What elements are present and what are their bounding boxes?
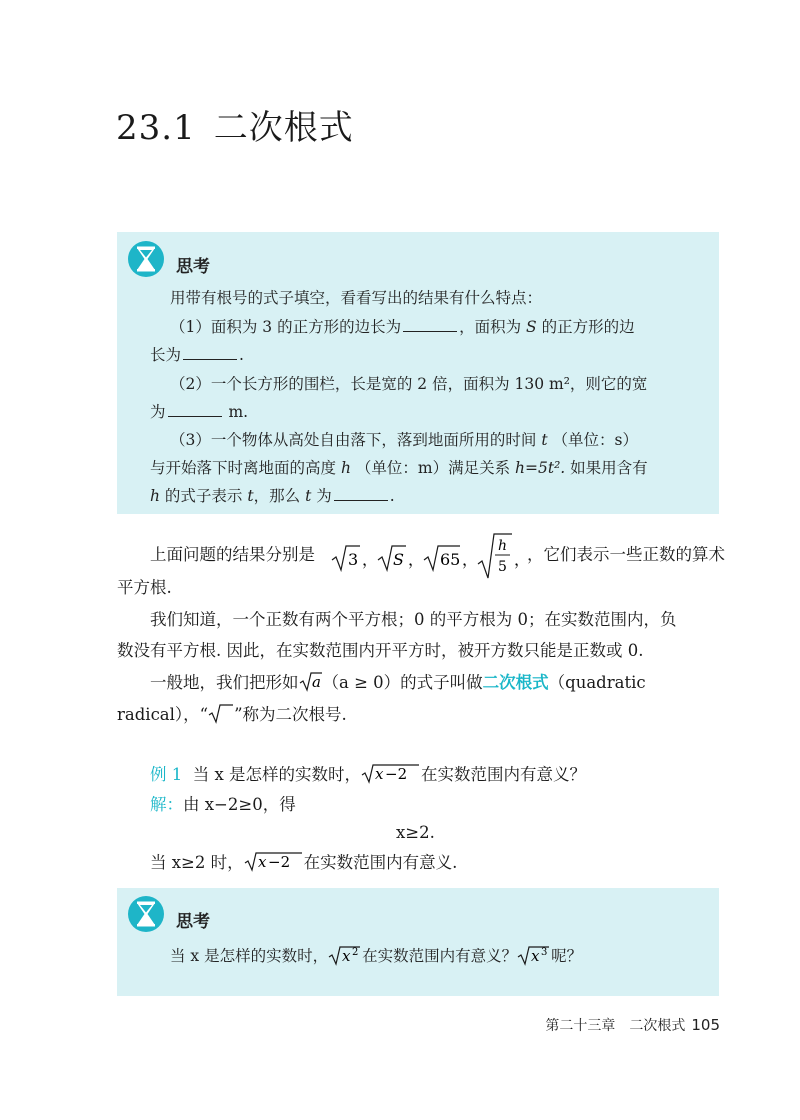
answer-blank: [168, 402, 222, 417]
svg-text:x: x: [531, 947, 540, 965]
page-number: 105: [691, 1016, 720, 1034]
para3-line1: 一般地，我们把形如 a （a ≥ 0）的式子叫做二次根式（quadratic: [150, 668, 646, 698]
svg-text:，: ，: [514, 550, 530, 569]
sqrt-x-cubed: [517, 942, 551, 966]
svg-text:x: x: [375, 765, 384, 783]
para3-line2: radical），“ ”称为二次根号.: [117, 700, 347, 730]
think1-q1-line2: 长为 .: [150, 346, 244, 364]
sqrt-x-squared: [328, 942, 362, 966]
radical-symbol: [208, 702, 234, 724]
example1-result: x≥2.: [396, 823, 435, 842]
sqrt-x-minus-2: [244, 850, 304, 872]
svg-text:−2: −2: [267, 853, 290, 871]
example-label: 例 1: [150, 765, 183, 784]
think1-q3-line3: h 的式子表示 t，那么 t 为 .: [150, 487, 395, 505]
section-title: [116, 100, 354, 149]
svg-text:a: a: [311, 673, 321, 691]
radicals-list: [330, 530, 530, 580]
para1-line1: 上面问题的结果分别是: [150, 545, 315, 564]
think1-q3-line1: （3）一个物体从高处自由落下，落到地面所用的时间 t （单位：s）: [170, 431, 638, 449]
svg-text:，: ，: [362, 550, 379, 569]
think1-q2-line1: （2）一个长方形的围栏，长是宽的 2 倍，面积为 130 m²，则它的宽: [170, 375, 648, 393]
svg-text:，: ，: [462, 550, 479, 569]
think1-q1-line1: （1）面积为 3 的正方形的边长为 ，面积为 S 的正方形的边: [170, 318, 635, 336]
hourglass-icon: [128, 896, 164, 932]
sqrt-a: [299, 670, 323, 692]
hourglass-icon: [128, 241, 164, 277]
think-label-2: 思考: [176, 912, 210, 932]
think1-q2-line2: 为 m.: [150, 403, 249, 421]
page-footer: [545, 1015, 720, 1035]
svg-text:x: x: [257, 853, 267, 871]
think-label-1: 思考: [176, 257, 210, 277]
answer-blank: [334, 486, 388, 501]
sqrt-x-minus-2: [361, 762, 421, 784]
para1-line1-end: ，它们表示一些正数的算术: [527, 545, 725, 564]
radicand-5: 5: [498, 559, 507, 575]
section-number: 23.1: [116, 108, 196, 148]
svg-text:，: ，: [408, 550, 425, 569]
answer-blank: [403, 317, 457, 332]
radicand-h: h: [498, 538, 508, 554]
chapter-name: 第二十三章 二次根式: [545, 1018, 686, 1034]
para1-line2: 平方根.: [117, 578, 172, 597]
example1-conclusion: 当 x≥2 时， x −2 在实数范围内有意义.: [150, 848, 457, 878]
svg-text:x: x: [342, 947, 351, 965]
radicand-3: 3: [348, 550, 359, 569]
para2-line1: 我们知道，一个正数有两个平方根；0 的平方根为 0；在实数范围内，负: [150, 610, 677, 629]
svg-text:−2: −2: [385, 765, 408, 783]
example1-question: 例 1 当 x 是怎样的实数时， x −2 在实数范围内有意义？: [150, 760, 586, 790]
radicand-S: S: [393, 550, 404, 569]
think2-question: 当 x 是怎样的实数时， x 2 在实数范围内有意义？ x 3 呢？: [170, 942, 582, 970]
para2-line2: 数没有平方根. 因此，在实数范围内开平方时，被开方数只能是正数或 0.: [117, 641, 644, 660]
section-name: 二次根式: [213, 108, 354, 148]
think1-intro: 用带有根号的式子填空，看看写出的结果有什么特点：: [170, 289, 543, 307]
solution-label: 解：: [150, 795, 183, 814]
key-term: 二次根式: [482, 673, 549, 692]
svg-text:2: 2: [352, 947, 359, 958]
radicand-65: 65: [440, 550, 461, 569]
svg-text:3: 3: [541, 947, 548, 958]
example1-solution: 解：由 x−2≥0，得: [150, 795, 296, 814]
answer-blank: [183, 345, 237, 360]
think1-q3-line2: 与开始落下时离地面的高度 h （单位：m）满足关系 h=5t². 如果用含有: [150, 459, 648, 477]
